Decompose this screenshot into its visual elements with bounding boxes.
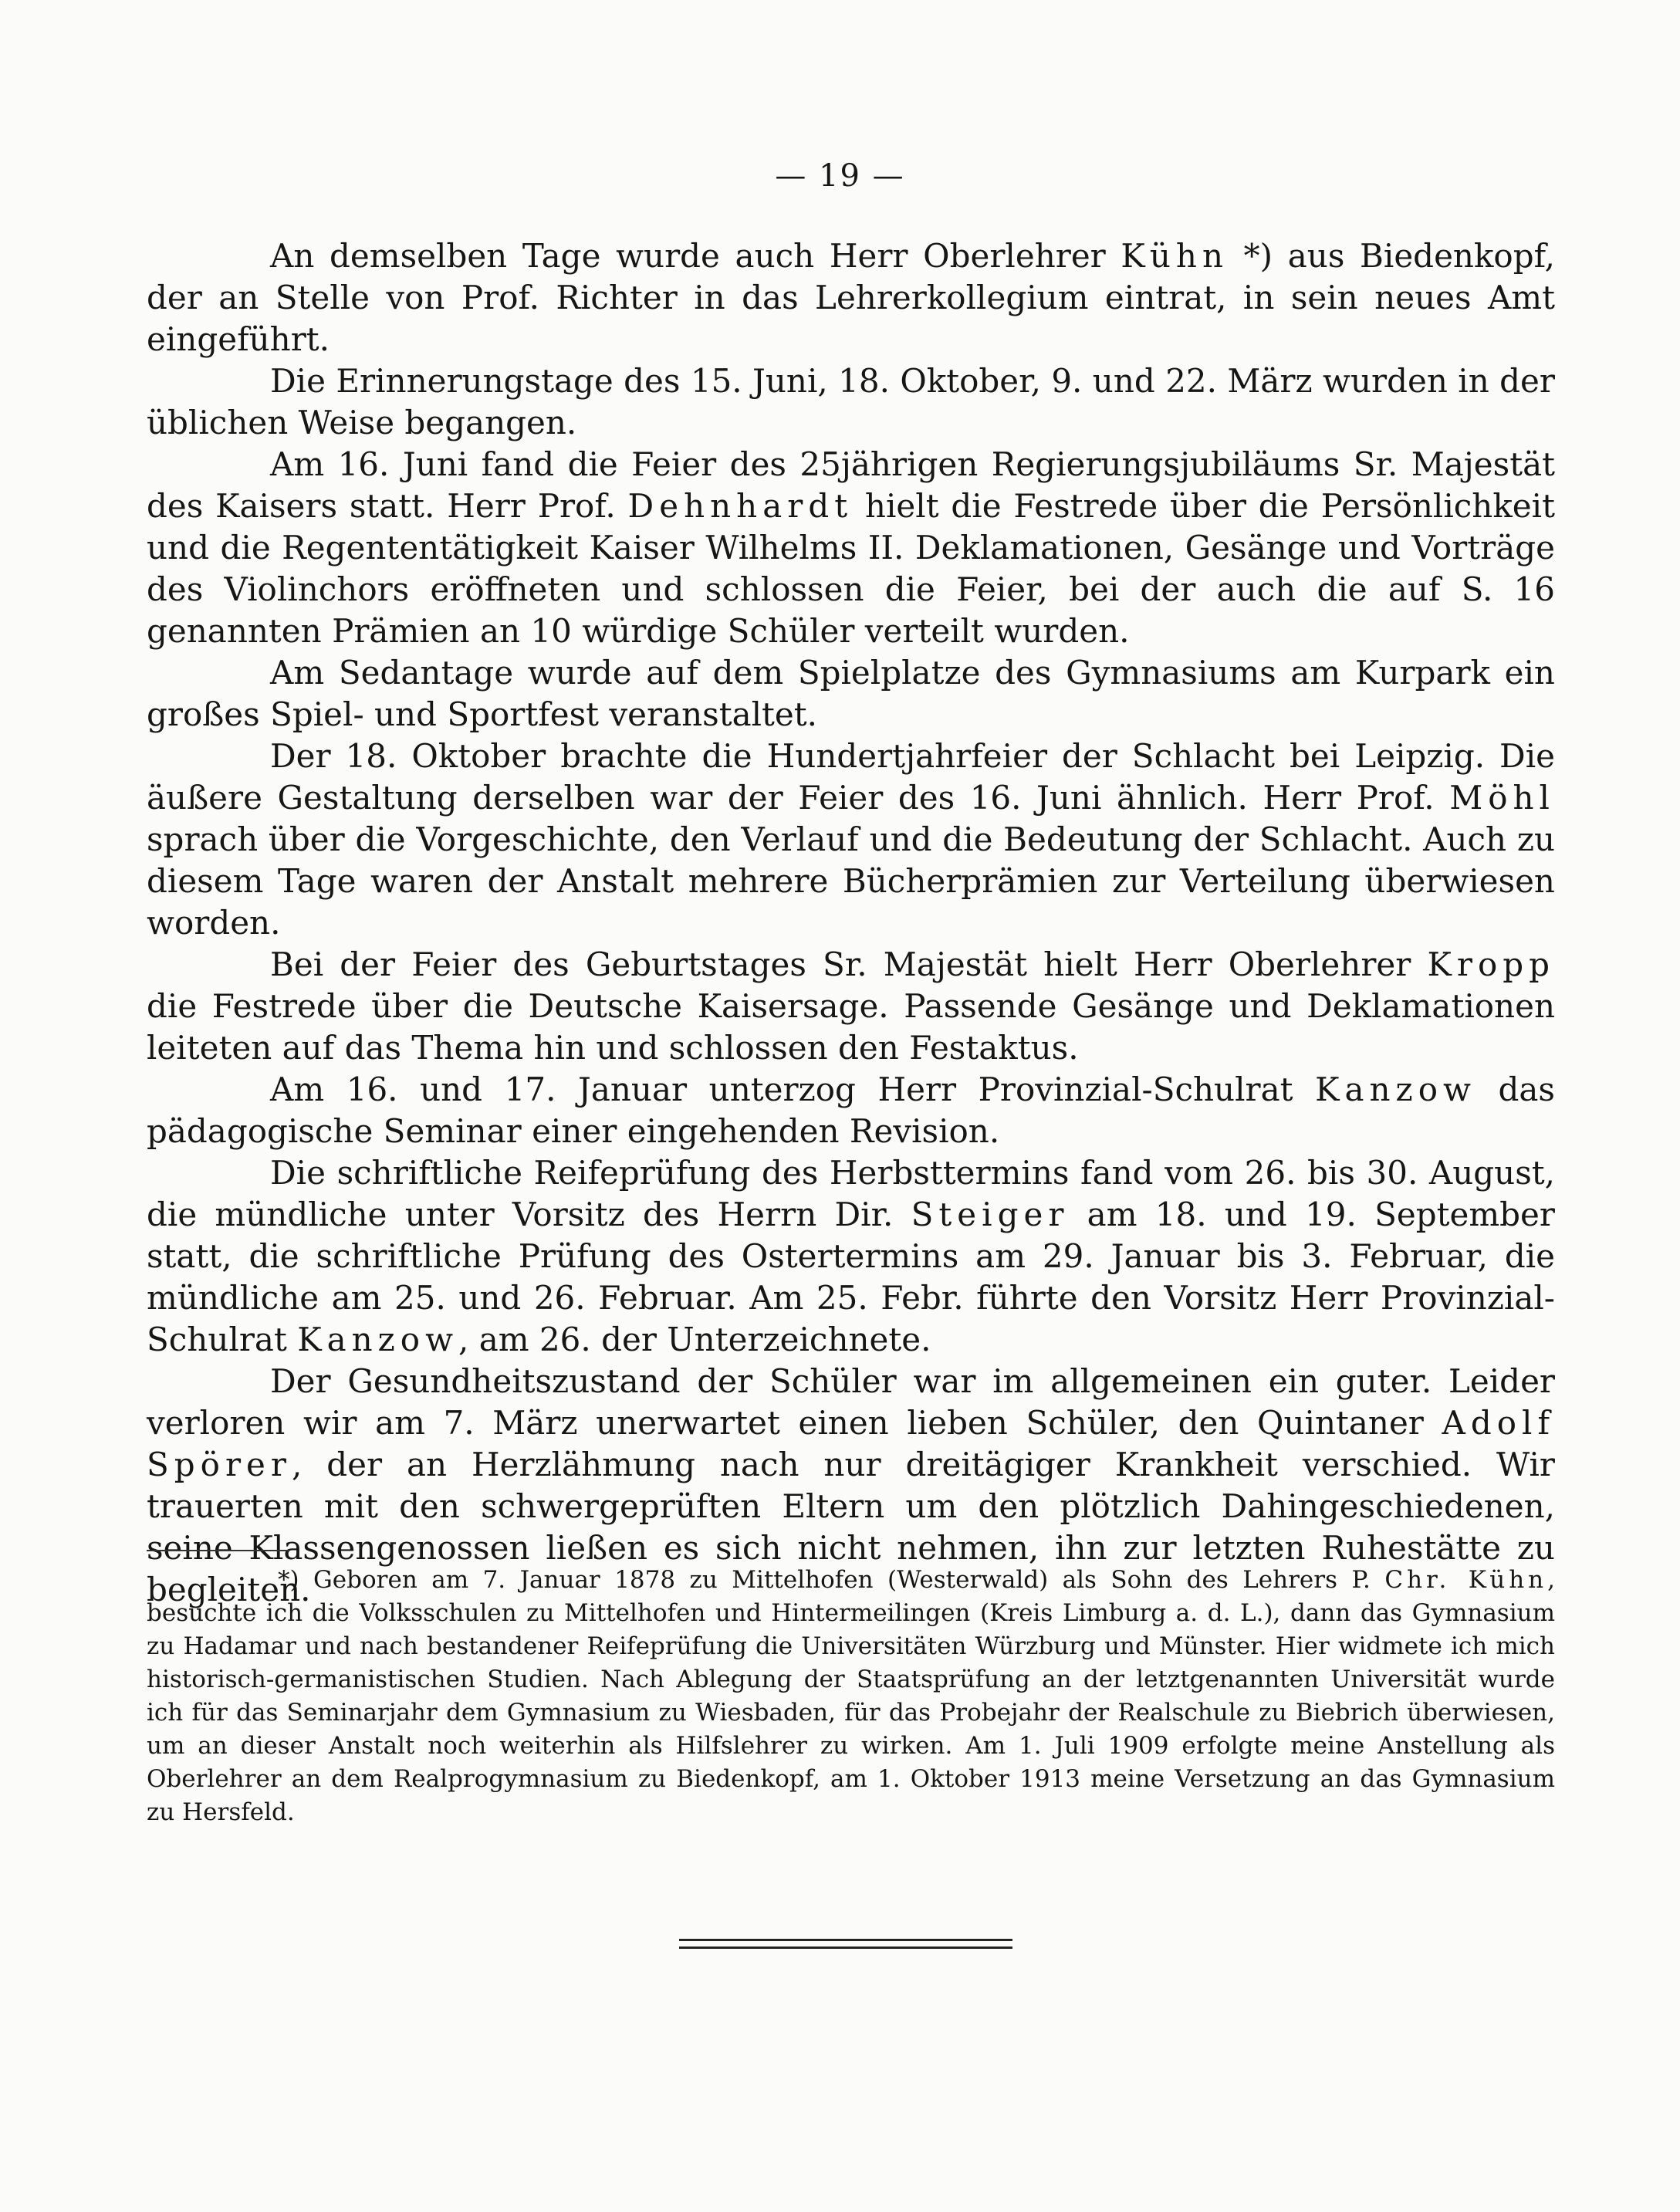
- spaced-name: Chr. Kühn: [1384, 1566, 1548, 1594]
- footnote-divider: [147, 1550, 289, 1551]
- spaced-name: Kropp: [1427, 945, 1555, 983]
- paragraph-reifepruefung: Die schriftliche Reifeprüfung des Herbsttermins fand vom 26. bis 30. August, die mündliche unter Vorsitz des Herrn Dir. Steiger am 18. und 19. September statt, die schriftliche Prüfung des Ostertermins am 29. Januar bis 3. Februar, die mündliche am 25. und 26. Februar. Am 25. Febr. führte den Vorsitz Herr Provinzial-Schulrat Kanzow, am 26. der Unterzeichnete.: [147, 1154, 1555, 1358]
- spaced-name: Steiger: [911, 1196, 1070, 1233]
- paragraph-leipzig: Der 18. Oktober brachte die Hundertjahrfeier der Schlacht bei Leipzig. Die äußere Gestaltung derselben war der Feier des 16. Juni ähnlich. Herr Prof. Möhl sprach über die Vorgeschichte, den Verlauf und die Bedeutung der Schlacht. Auch zu diesem Tage waren der Anstalt mehrere Bücherprämien zur Verteilung überwiesen worden.: [147, 737, 1555, 942]
- paragraph-gesundheit: Der Gesundheitszustand der Schüler war im allgemeinen ein guter. Leider verloren wir am 7. März unerwartet einen lieben Schüler, den Quintaner Adolf Spörer, der an Herzlähmung nach nur dreitägiger Krankheit verschied. Wir trauerten mit den schwergeprüften Eltern um den plötzlich Dahingeschiedenen, seine Klassengenossen ließen es sich nicht nehmen, ihn zur letzten Ruhestätte zu begleiten.: [147, 1362, 1555, 1608]
- spaced-name: Möhl: [1449, 779, 1555, 817]
- page-number: — 19 —: [775, 158, 905, 194]
- paragraph-erinnerungstage: Die Erinnerungstage des 15. Juni, 18. Oktober, 9. und 22. März wurden in der üblichen Weise begangen.: [147, 362, 1555, 441]
- main-text: [147, 235, 1555, 1611]
- paragraph-jubilaeum: Am 16. Juni fand die Feier des 25jährigen Regierungsjubiläums Sr. Majestät des Kaisers statt. Herr Prof. Dehnhardt hielt die Festrede über die Persönlichkeit und die Regententätigkeit Kaiser Wilhelms II. Deklamationen, Gesänge und Vorträge des Violinchors eröffneten und schlossen die Feier, bei der auch die auf S. 16 genannten Prämien an 10 würdige Schüler verteilt wurden.: [147, 445, 1555, 650]
- spaced-name: Adolf Spörer: [147, 1404, 1555, 1483]
- footnote: *) Geboren am 7. Januar 1878 zu Mittelhofen (Westerwald) als Sohn des Lehrers P. Chr. Kühn, besuchte ich die Volksschulen zu Mittelhofen und Hintermeilingen (Kreis Limburg a. d. L.), dann das Gymnasium zu Hadamar und nach bestandener Reifeprüfung die Universitäten Würzburg und Münster. Hier widmete ich mich historisch-germanistischen Studien. Nach Ablegung der Staatsprüfung an der letztgenannten Universität wurde ich für das Seminarjahr dem Gymnasium zu Wiesbaden, für das Probejahr der Realschule zu Biebrich überwiesen, um an dieser Anstalt noch weiterhin als Hilfslehrer zu wirken. Am 1. Juli 1909 erfolgte meine Anstellung als Oberlehrer an dem Realprogymnasium zu Biedenkopf, am 1. Oktober 1913 meine Versetzung an das Gymnasium zu Hersfeld.: [147, 1566, 1555, 1826]
- spaced-name: Dehnhardt: [627, 487, 854, 525]
- spaced-name: Kanzow: [297, 1321, 459, 1358]
- end-rule-top: [679, 1939, 1012, 1941]
- paragraph-sedantag: Am Sedantage wurde auf dem Spielplatze des Gymnasiums am Kurpark ein großes Spiel- und Sportfest veranstaltet.: [147, 654, 1555, 733]
- end-rule-bottom: [679, 1946, 1012, 1949]
- paragraph-revision: Am 16. und 17. Januar unterzog Herr Provinzial-Schulrat Kanzow das pädagogische Seminar einer eingehenden Revision.: [147, 1070, 1555, 1150]
- spaced-name: Kühn: [1121, 237, 1229, 275]
- spaced-name: Kanzow: [1315, 1070, 1476, 1108]
- paragraph-geburtstag: Bei der Feier des Geburtstages Sr. Majestät hielt Herr Oberlehrer Kropp die Festrede über die Deutsche Kaisersage. Passende Gesänge und Deklamationen leiteten auf das Thema hin und schlossen den Festaktus.: [147, 945, 1555, 1067]
- paragraph-kuehn: An demselben Tage wurde auch Herr Oberlehrer Kühn *) aus Biedenkopf, der an Stelle von Prof. Richter in das Lehrerkollegium eintrat, in sein neues Amt eingeführt.: [147, 237, 1555, 358]
